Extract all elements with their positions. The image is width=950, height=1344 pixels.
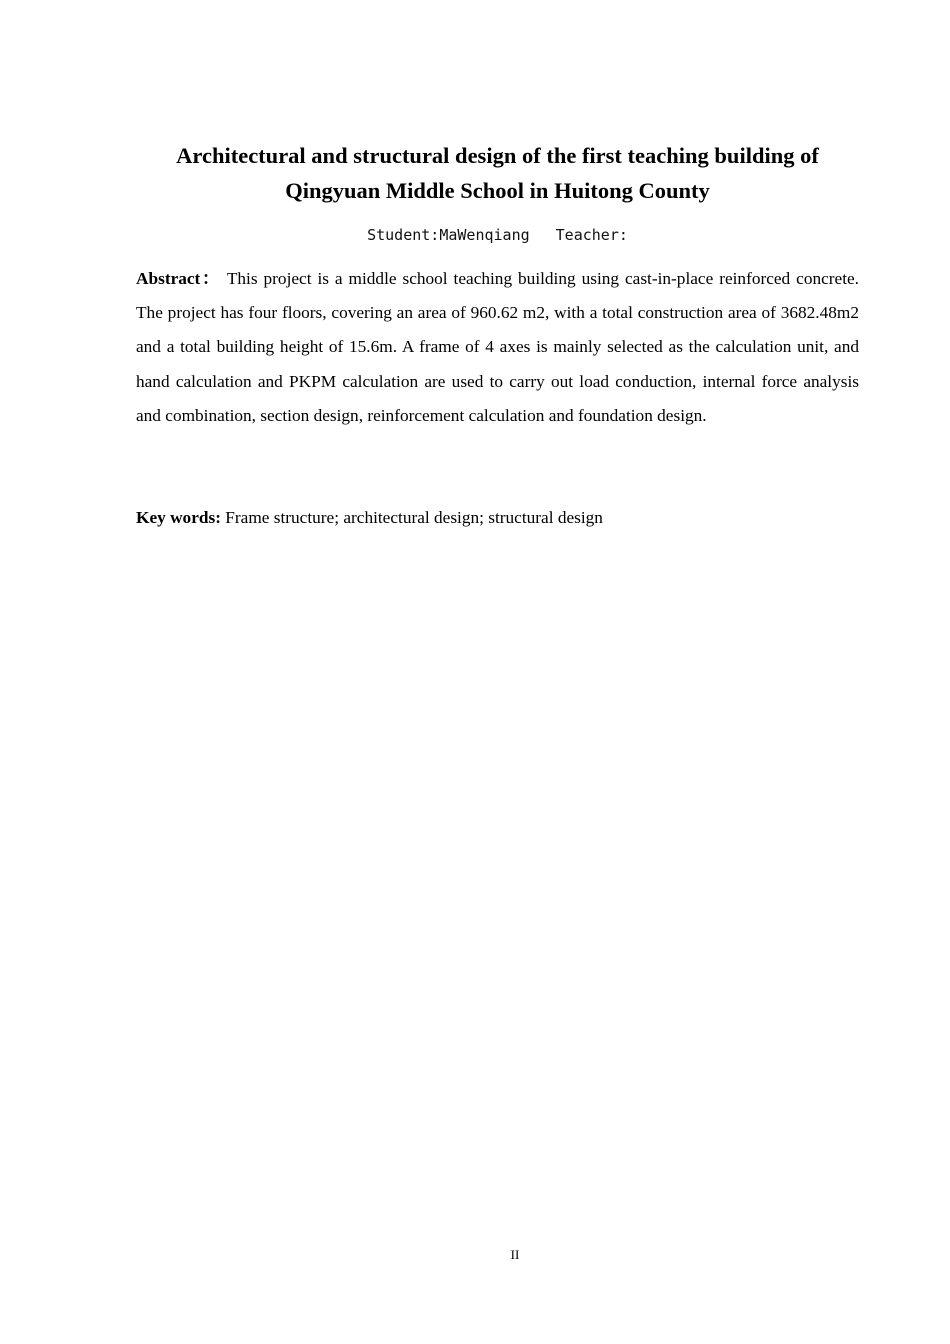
author-byline bbox=[136, 225, 859, 245]
keywords-text: Frame structure; architectural design; structural design bbox=[225, 508, 603, 527]
teacher-name: Teacher: bbox=[555, 226, 628, 244]
title-line-2: Qingyuan Middle School in Huitong County bbox=[285, 178, 710, 203]
abstract-text: This project is a middle school teaching building using cast-in-place reinforced concrete. The project has four floors, covering an area of 960.62 m2, with a total construction area of 3682.48m2 and a total building height of 15.6m. A frame of 4 axes is mainly selected as the calculation unit, and hand calculation and PKPM calculation are used to carry out load conduction, internal force analysis and combination, section design, reinforcement calculation and foundation design. bbox=[136, 269, 859, 425]
page-title bbox=[136, 138, 859, 208]
abstract-paragraph bbox=[136, 262, 859, 433]
keywords-label: Key words: bbox=[136, 508, 221, 527]
title-line-1: Architectural and structural design of the first teaching building of bbox=[176, 143, 819, 168]
student-name: Student:MaWenqiang bbox=[367, 226, 530, 244]
page-number: II bbox=[510, 1247, 520, 1262]
abstract-colon: ： bbox=[200, 269, 221, 288]
abstract-label: Abstract bbox=[136, 269, 201, 288]
keywords-paragraph bbox=[136, 501, 859, 535]
